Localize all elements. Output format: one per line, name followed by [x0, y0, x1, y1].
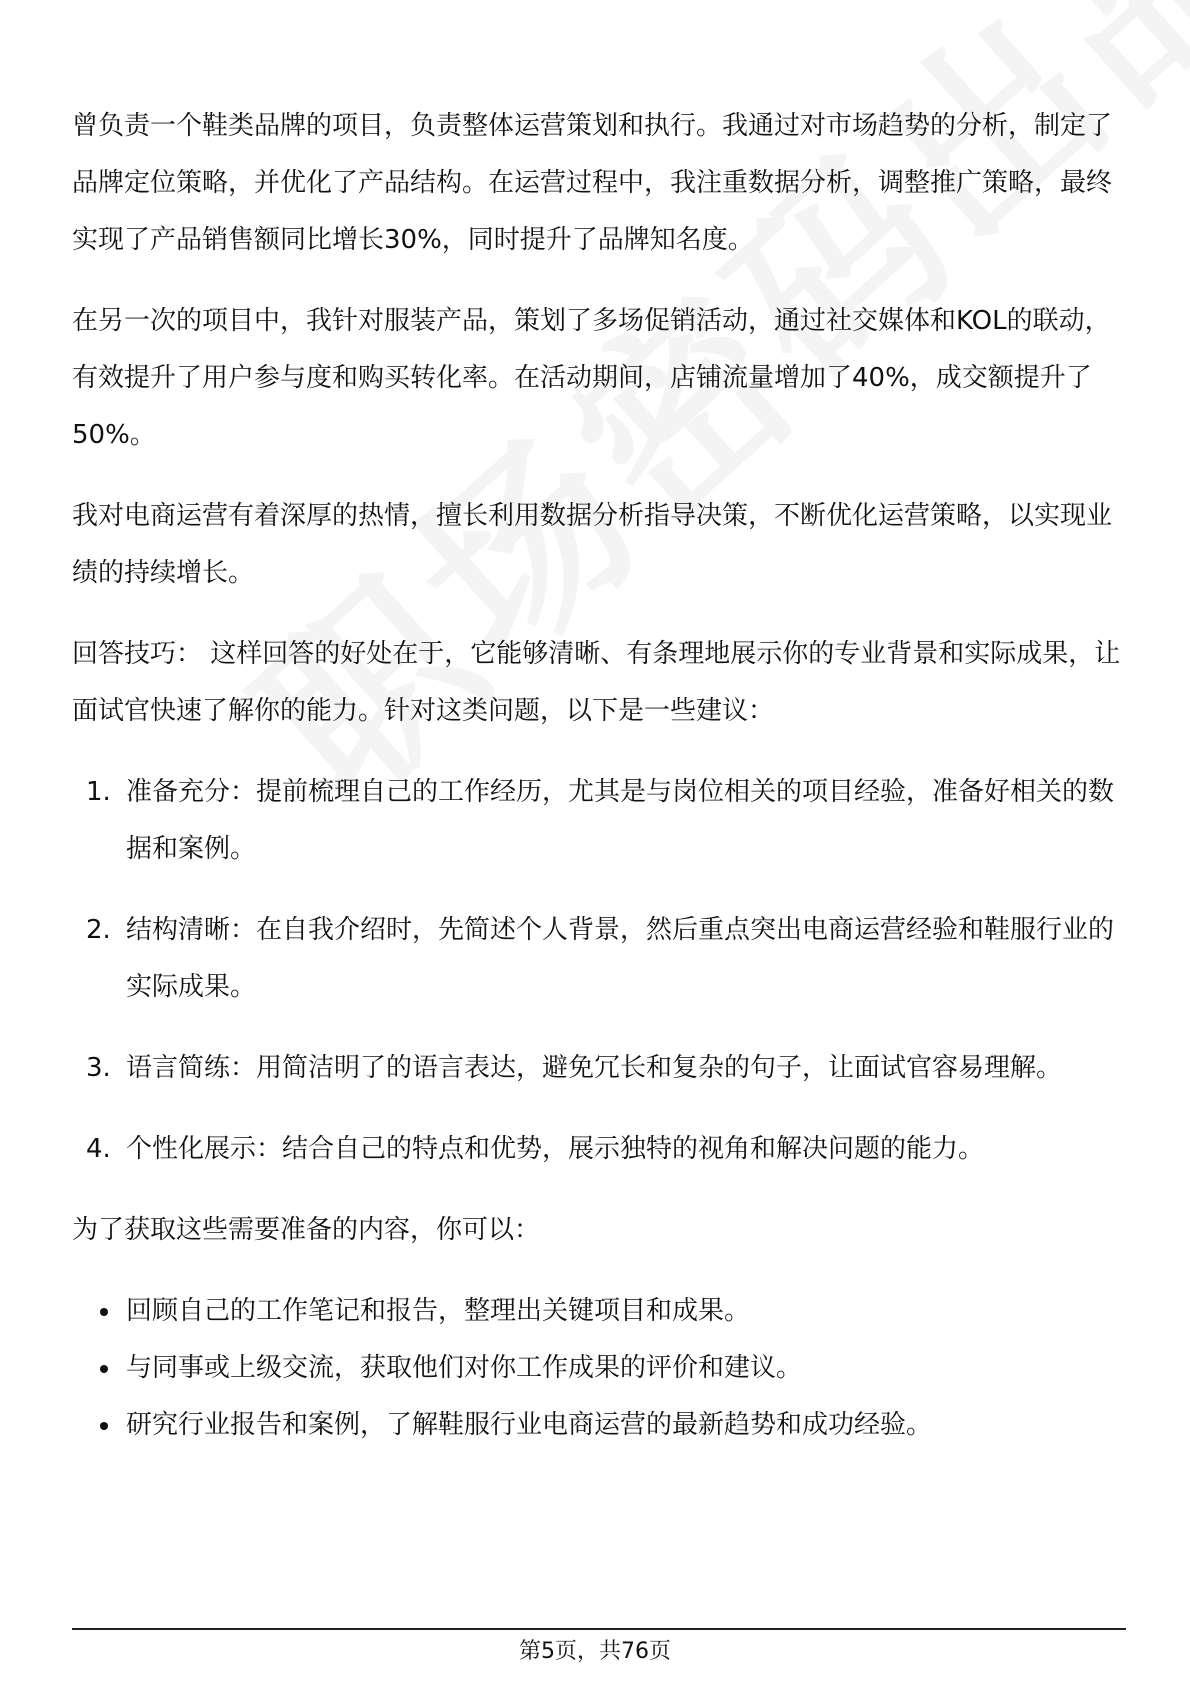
- footer-divider: [72, 1628, 1126, 1630]
- paragraph-prep-intro: 为了获取这些需要准备的内容，你可以：: [72, 1215, 541, 1245]
- bullet-dot-icon: [100, 1422, 108, 1430]
- prep-bullet-list: [72, 1283, 1132, 1454]
- list-item: [72, 1040, 1132, 1097]
- list-item-number: 4.: [86, 1134, 111, 1164]
- paragraph-passion: 我对电商运营有着深厚的热情，擅长利用数据分析指导决策，不断优化运营策略，以实现业绩的持续增长。: [72, 501, 1113, 588]
- page-content: [72, 98, 1132, 1454]
- list-item-number: 2.: [86, 915, 111, 945]
- paragraph-project-apparel: 在另一次的项目中，我针对服装产品，策划了多场促销活动，通过社交媒体和KOL的联动，有效提升了用户参与度和购买转化率。在活动期间，店铺流量增加了40%，成交额提升了50%。: [72, 306, 1111, 450]
- paragraph-answer-tips: 回答技巧： 这样回答的好处在于，它能够清晰、有条理地展示你的专业背景和实际成果，让面试官快速了解你的能力。针对这类问题，以下是一些建议：: [72, 639, 1121, 726]
- list-item-text: 语言简练：用简洁明了的语言表达，避免冗长和复杂的句子，让面试官容易理解。: [126, 1053, 1063, 1083]
- list-item-text: 研究行业报告和案例，了解鞋服行业电商运营的最新趋势和成功经验。: [126, 1410, 933, 1440]
- paragraph-project-shoes: 曾负责一个鞋类品牌的项目，负责整体运营策划和执行。我通过对市场趋势的分析，制定了品牌定位策略，并优化了产品结构。在运营过程中，我注重数据分析，调整推广策略，最终实现了产品销售额同比增长30%，同时提升了品牌知名度。: [72, 111, 1113, 255]
- list-item-number: 3.: [86, 1053, 111, 1083]
- list-item-number: 1.: [86, 777, 111, 807]
- list-item: [72, 1340, 1132, 1397]
- list-item-text: 结构清晰：在自我介绍时，先简述个人背景，然后重点突出电商运营经验和鞋服行业的实际成果。: [126, 915, 1115, 1002]
- bullet-dot-icon: [100, 1308, 108, 1316]
- page-number: 第5页，共76页: [519, 1639, 671, 1664]
- list-item-text: 个性化展示：结合自己的特点和优势，展示独特的视角和解决问题的能力。: [126, 1134, 985, 1164]
- tips-list: [72, 764, 1132, 1178]
- list-item-text: 与同事或上级交流，获取他们对你工作成果的评价和建议。: [126, 1353, 803, 1383]
- list-item: [72, 902, 1132, 1016]
- list-item: [72, 764, 1132, 878]
- list-item-text: 准备充分：提前梳理自己的工作经历，尤其是与岗位相关的项目经验，准备好相关的数据和案例。: [126, 777, 1115, 864]
- list-item: [72, 1283, 1132, 1340]
- list-item: [72, 1121, 1132, 1178]
- bullet-dot-icon: [100, 1365, 108, 1373]
- list-item-text: 回顾自己的工作笔记和报告，整理出关键项目和成果。: [126, 1296, 751, 1326]
- list-item: [72, 1397, 1132, 1454]
